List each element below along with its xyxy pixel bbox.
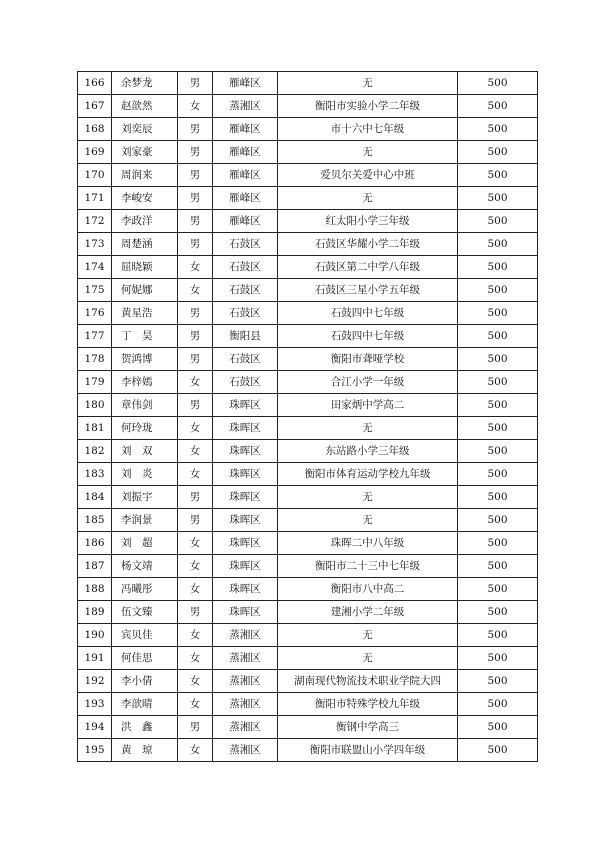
- amount-cell: 500: [458, 486, 538, 509]
- school-grade-cell: 石鼓区第二中学八年级: [278, 256, 458, 279]
- district-cell: 珠晖区: [213, 417, 278, 440]
- student-sex-cell: 女: [178, 417, 213, 440]
- school-grade-cell: 石鼓四中七年级: [278, 302, 458, 325]
- amount-cell: 500: [458, 463, 538, 486]
- school-grade-cell: 衡钢中学高三: [278, 716, 458, 739]
- table-row: [78, 555, 538, 578]
- table-row: [78, 693, 538, 716]
- district-cell: 雁峰区: [213, 187, 278, 210]
- amount-cell: 500: [458, 233, 538, 256]
- student-sex-cell: 男: [178, 486, 213, 509]
- district-cell: 珠晖区: [213, 555, 278, 578]
- amount-cell: 500: [458, 647, 538, 670]
- amount-cell: 500: [458, 164, 538, 187]
- district-cell: 蒸湘区: [213, 624, 278, 647]
- row-number-cell: 166: [78, 72, 112, 95]
- row-number-cell: 167: [78, 95, 112, 118]
- table-row: [78, 187, 538, 210]
- district-cell: 珠晖区: [213, 532, 278, 555]
- table-row: [78, 118, 538, 141]
- table-row: [78, 417, 538, 440]
- row-number-cell: 185: [78, 509, 112, 532]
- amount-cell: 500: [458, 141, 538, 164]
- table-row: [78, 95, 538, 118]
- student-name-cell: 屈晓颖: [112, 256, 178, 279]
- roster-table: [77, 71, 538, 762]
- amount-cell: 500: [458, 394, 538, 417]
- row-number-cell: 187: [78, 555, 112, 578]
- school-grade-cell: 无: [278, 486, 458, 509]
- district-cell: 雁峰区: [213, 72, 278, 95]
- student-sex-cell: 女: [178, 578, 213, 601]
- student-name-cell: 何妮娜: [112, 279, 178, 302]
- district-cell: 蒸湘区: [213, 716, 278, 739]
- amount-cell: 500: [458, 670, 538, 693]
- district-cell: 珠晖区: [213, 509, 278, 532]
- row-number-cell: 176: [78, 302, 112, 325]
- table-row: [78, 210, 538, 233]
- table-row: [78, 624, 538, 647]
- school-grade-cell: 无: [278, 72, 458, 95]
- student-sex-cell: 男: [178, 716, 213, 739]
- table-row: [78, 72, 538, 95]
- district-cell: 蒸湘区: [213, 647, 278, 670]
- student-sex-cell: 男: [178, 164, 213, 187]
- table-row: [78, 256, 538, 279]
- amount-cell: 500: [458, 348, 538, 371]
- amount-cell: 500: [458, 624, 538, 647]
- amount-cell: 500: [458, 279, 538, 302]
- row-number-cell: 174: [78, 256, 112, 279]
- table-row: [78, 739, 538, 762]
- amount-cell: 500: [458, 578, 538, 601]
- school-grade-cell: 衡阳市八中高二: [278, 578, 458, 601]
- school-grade-cell: 石鼓区华耀小学二年级: [278, 233, 458, 256]
- school-grade-cell: 爱贝尔关爱中心中班: [278, 164, 458, 187]
- student-name-cell: 刘 双: [112, 440, 178, 463]
- table-row: [78, 440, 538, 463]
- school-grade-cell: 红太阳小学三年级: [278, 210, 458, 233]
- district-cell: 石鼓区: [213, 371, 278, 394]
- school-grade-cell: 无: [278, 509, 458, 532]
- school-grade-cell: 无: [278, 187, 458, 210]
- student-sex-cell: 女: [178, 739, 213, 762]
- student-sex-cell: 女: [178, 95, 213, 118]
- student-sex-cell: 男: [178, 72, 213, 95]
- row-number-cell: 188: [78, 578, 112, 601]
- student-sex-cell: 男: [178, 233, 213, 256]
- amount-cell: 500: [458, 739, 538, 762]
- row-number-cell: 184: [78, 486, 112, 509]
- district-cell: 珠晖区: [213, 601, 278, 624]
- student-sex-cell: 男: [178, 141, 213, 164]
- table-row: [78, 486, 538, 509]
- district-cell: 雁峰区: [213, 118, 278, 141]
- district-cell: 雁峰区: [213, 210, 278, 233]
- amount-cell: 500: [458, 417, 538, 440]
- amount-cell: 500: [458, 325, 538, 348]
- amount-cell: 500: [458, 532, 538, 555]
- table-row: [78, 532, 538, 555]
- student-name-cell: 赵歆然: [112, 95, 178, 118]
- amount-cell: 500: [458, 256, 538, 279]
- student-name-cell: 李梓嫣: [112, 371, 178, 394]
- table-row: [78, 233, 538, 256]
- district-cell: 珠晖区: [213, 578, 278, 601]
- row-number-cell: 175: [78, 279, 112, 302]
- row-number-cell: 180: [78, 394, 112, 417]
- table-row: [78, 141, 538, 164]
- table-row: [78, 279, 538, 302]
- amount-cell: 500: [458, 95, 538, 118]
- school-grade-cell: 合江小学一年级: [278, 371, 458, 394]
- school-grade-cell: 东站路小学三年级: [278, 440, 458, 463]
- district-cell: 衡阳县: [213, 325, 278, 348]
- school-grade-cell: 石鼓四中七年级: [278, 325, 458, 348]
- student-name-cell: 刘奕辰: [112, 118, 178, 141]
- row-number-cell: 173: [78, 233, 112, 256]
- school-grade-cell: 衡阳市二十三中七年级: [278, 555, 458, 578]
- student-name-cell: 李峻安: [112, 187, 178, 210]
- student-sex-cell: 女: [178, 279, 213, 302]
- student-name-cell: 周润来: [112, 164, 178, 187]
- student-name-cell: 贺鸿博: [112, 348, 178, 371]
- table-row: [78, 394, 538, 417]
- amount-cell: 500: [458, 72, 538, 95]
- row-number-cell: 186: [78, 532, 112, 555]
- amount-cell: 500: [458, 210, 538, 233]
- student-name-cell: 何佳思: [112, 647, 178, 670]
- student-sex-cell: 女: [178, 670, 213, 693]
- table-row: [78, 716, 538, 739]
- row-number-cell: 179: [78, 371, 112, 394]
- district-cell: 蒸湘区: [213, 693, 278, 716]
- school-grade-cell: 无: [278, 417, 458, 440]
- row-number-cell: 195: [78, 739, 112, 762]
- student-sex-cell: 女: [178, 555, 213, 578]
- student-sex-cell: 女: [178, 532, 213, 555]
- amount-cell: 500: [458, 371, 538, 394]
- student-sex-cell: 女: [178, 624, 213, 647]
- district-cell: 石鼓区: [213, 348, 278, 371]
- student-name-cell: 丁 昊: [112, 325, 178, 348]
- school-grade-cell: 建湘小学二年级: [278, 601, 458, 624]
- student-sex-cell: 女: [178, 440, 213, 463]
- student-name-cell: 黄星浩: [112, 302, 178, 325]
- student-sex-cell: 男: [178, 187, 213, 210]
- row-number-cell: 191: [78, 647, 112, 670]
- table-row: [78, 578, 538, 601]
- student-sex-cell: 男: [178, 348, 213, 371]
- school-grade-cell: 湖南现代物流技术职业学院大四: [278, 670, 458, 693]
- district-cell: 珠晖区: [213, 394, 278, 417]
- student-sex-cell: 女: [178, 647, 213, 670]
- district-cell: 蒸湘区: [213, 670, 278, 693]
- district-cell: 石鼓区: [213, 279, 278, 302]
- row-number-cell: 169: [78, 141, 112, 164]
- amount-cell: 500: [458, 187, 538, 210]
- school-grade-cell: 无: [278, 647, 458, 670]
- student-name-cell: 冯曦彤: [112, 578, 178, 601]
- school-grade-cell: 无: [278, 141, 458, 164]
- school-grade-cell: 石鼓区三星小学五年级: [278, 279, 458, 302]
- student-sex-cell: 女: [178, 371, 213, 394]
- school-grade-cell: 衡阳市特殊学校九年级: [278, 693, 458, 716]
- student-name-cell: 杨文靖: [112, 555, 178, 578]
- amount-cell: 500: [458, 693, 538, 716]
- table-row: [78, 371, 538, 394]
- district-cell: 蒸湘区: [213, 95, 278, 118]
- row-number-cell: 178: [78, 348, 112, 371]
- amount-cell: 500: [458, 118, 538, 141]
- student-sex-cell: 女: [178, 463, 213, 486]
- row-number-cell: 192: [78, 670, 112, 693]
- student-name-cell: 刘家豪: [112, 141, 178, 164]
- student-sex-cell: 女: [178, 693, 213, 716]
- table-row: [78, 509, 538, 532]
- student-name-cell: 洪 鑫: [112, 716, 178, 739]
- district-cell: 珠晖区: [213, 486, 278, 509]
- district-cell: 雁峰区: [213, 164, 278, 187]
- district-cell: 雁峰区: [213, 141, 278, 164]
- school-grade-cell: 衡阳市体育运动学校九年级: [278, 463, 458, 486]
- student-sex-cell: 男: [178, 210, 213, 233]
- school-grade-cell: 市十六中七年级: [278, 118, 458, 141]
- amount-cell: 500: [458, 716, 538, 739]
- school-grade-cell: 珠晖二中八年级: [278, 532, 458, 555]
- table-row: [78, 348, 538, 371]
- student-name-cell: 刘振宇: [112, 486, 178, 509]
- row-number-cell: 182: [78, 440, 112, 463]
- row-number-cell: 193: [78, 693, 112, 716]
- amount-cell: 500: [458, 302, 538, 325]
- student-sex-cell: 男: [178, 394, 213, 417]
- student-name-cell: 何玲珑: [112, 417, 178, 440]
- student-name-cell: 伍文臻: [112, 601, 178, 624]
- table-row: [78, 164, 538, 187]
- school-grade-cell: 田家炳中学高二: [278, 394, 458, 417]
- table-row: [78, 302, 538, 325]
- table-row: [78, 601, 538, 624]
- district-cell: 蒸湘区: [213, 739, 278, 762]
- row-number-cell: 177: [78, 325, 112, 348]
- row-number-cell: 189: [78, 601, 112, 624]
- row-number-cell: 168: [78, 118, 112, 141]
- student-name-cell: 黄 琼: [112, 739, 178, 762]
- row-number-cell: 194: [78, 716, 112, 739]
- district-cell: 石鼓区: [213, 302, 278, 325]
- student-name-cell: 李润景: [112, 509, 178, 532]
- student-sex-cell: 男: [178, 509, 213, 532]
- table-row: [78, 463, 538, 486]
- school-grade-cell: 衡阳市实验小学二年级: [278, 95, 458, 118]
- student-name-cell: 宾贝佳: [112, 624, 178, 647]
- student-name-cell: 李小倩: [112, 670, 178, 693]
- amount-cell: 500: [458, 601, 538, 624]
- roster-table-body: [78, 72, 538, 762]
- student-name-cell: 章伟剑: [112, 394, 178, 417]
- school-grade-cell: 衡阳市聋哑学校: [278, 348, 458, 371]
- school-grade-cell: 衡阳市联盟山小学四年级: [278, 739, 458, 762]
- row-number-cell: 172: [78, 210, 112, 233]
- student-name-cell: 李歆晴: [112, 693, 178, 716]
- student-name-cell: 周楚涵: [112, 233, 178, 256]
- school-grade-cell: 无: [278, 624, 458, 647]
- district-cell: 石鼓区: [213, 256, 278, 279]
- student-name-cell: 刘 超: [112, 532, 178, 555]
- student-name-cell: 刘 炎: [112, 463, 178, 486]
- district-cell: 珠晖区: [213, 440, 278, 463]
- student-sex-cell: 男: [178, 325, 213, 348]
- table-row: [78, 647, 538, 670]
- row-number-cell: 183: [78, 463, 112, 486]
- district-cell: 石鼓区: [213, 233, 278, 256]
- student-sex-cell: 女: [178, 256, 213, 279]
- student-sex-cell: 男: [178, 302, 213, 325]
- row-number-cell: 171: [78, 187, 112, 210]
- row-number-cell: 181: [78, 417, 112, 440]
- amount-cell: 500: [458, 509, 538, 532]
- table-row: [78, 670, 538, 693]
- student-sex-cell: 男: [178, 601, 213, 624]
- district-cell: 珠晖区: [213, 463, 278, 486]
- row-number-cell: 190: [78, 624, 112, 647]
- amount-cell: 500: [458, 555, 538, 578]
- table-row: [78, 325, 538, 348]
- student-sex-cell: 男: [178, 118, 213, 141]
- amount-cell: 500: [458, 440, 538, 463]
- student-name-cell: 余梦龙: [112, 72, 178, 95]
- row-number-cell: 170: [78, 164, 112, 187]
- student-name-cell: 李政洋: [112, 210, 178, 233]
